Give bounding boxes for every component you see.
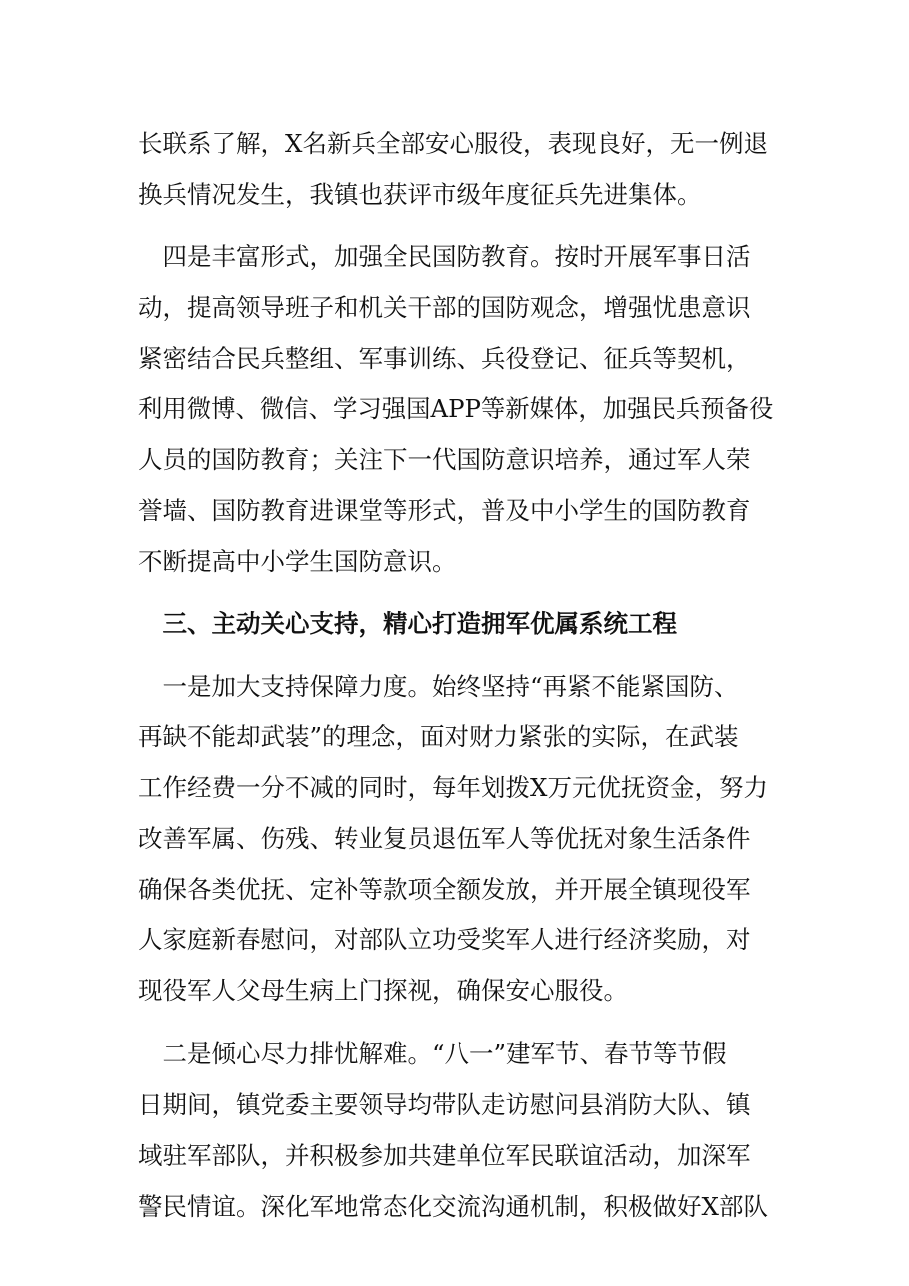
text-line: 警民情谊。深化军地常态化交流沟通机制，积极做好X部队	[138, 1192, 768, 1221]
text-line: 紧密结合民兵整组、军事训练、兵役登记、征兵等契机，	[138, 344, 751, 373]
text-line: 工作经费一分不减的同时，每年划拨X万元优抚资金，努力	[138, 773, 768, 802]
text-line: 一是加大支持保障力度。始终坚持“再紧不能紧国防、	[138, 672, 739, 701]
text-line: 利用微博、微信、学习强国APP等新媒体，加强民兵预备役	[138, 394, 774, 423]
text-line: 确保各类优抚、定补等款项全额发放，并开展全镇现役军	[138, 875, 751, 904]
text-line: 誉墙、国防教育进课堂等形式，普及中小学生的国防教育	[138, 496, 751, 525]
text-line: 长联系了解，X名新兵全部安心服役，表现良好，无一例退	[138, 129, 768, 158]
text-line: 人家庭新春慰问，对部队立功受奖军人进行经济奖励，对	[138, 925, 751, 954]
text-line: 不断提高中小学生国防意识。	[138, 547, 457, 576]
text-line: 再缺不能却武装”的理念，面对财力紧张的实际，在武装	[138, 722, 739, 751]
text-line: 域驻军部队，并积极参加共建单位军民联谊活动，加深军	[138, 1141, 751, 1170]
text-line: 改善军属、伤残、转业复员退伍军人等优抚对象生活条件	[138, 824, 751, 853]
text-line: 现役军人父母生病上门探视，确保安心服役。	[138, 976, 628, 1005]
text-line: 二是倾心尽力排忧解难。“八一”建军节、春节等节假	[138, 1039, 727, 1068]
section-heading: 三、主动关心支持，精心打造拥军优属系统工程	[138, 609, 677, 638]
text-line: 人员的国防教育；关注下一代国防意识培养，通过军人荣	[138, 445, 751, 474]
text-line: 四是丰富形式，加强全民国防教育。按时开展军事日活	[138, 242, 751, 271]
text-line: 日期间，镇党委主要领导均带队走访慰问县消防大队、镇	[138, 1090, 751, 1119]
text-line: 动，提高领导班子和机关干部的国防观念，增强忧患意识	[138, 293, 751, 322]
text-line: 换兵情况发生，我镇也获评市级年度征兵先进集体。	[138, 180, 702, 209]
